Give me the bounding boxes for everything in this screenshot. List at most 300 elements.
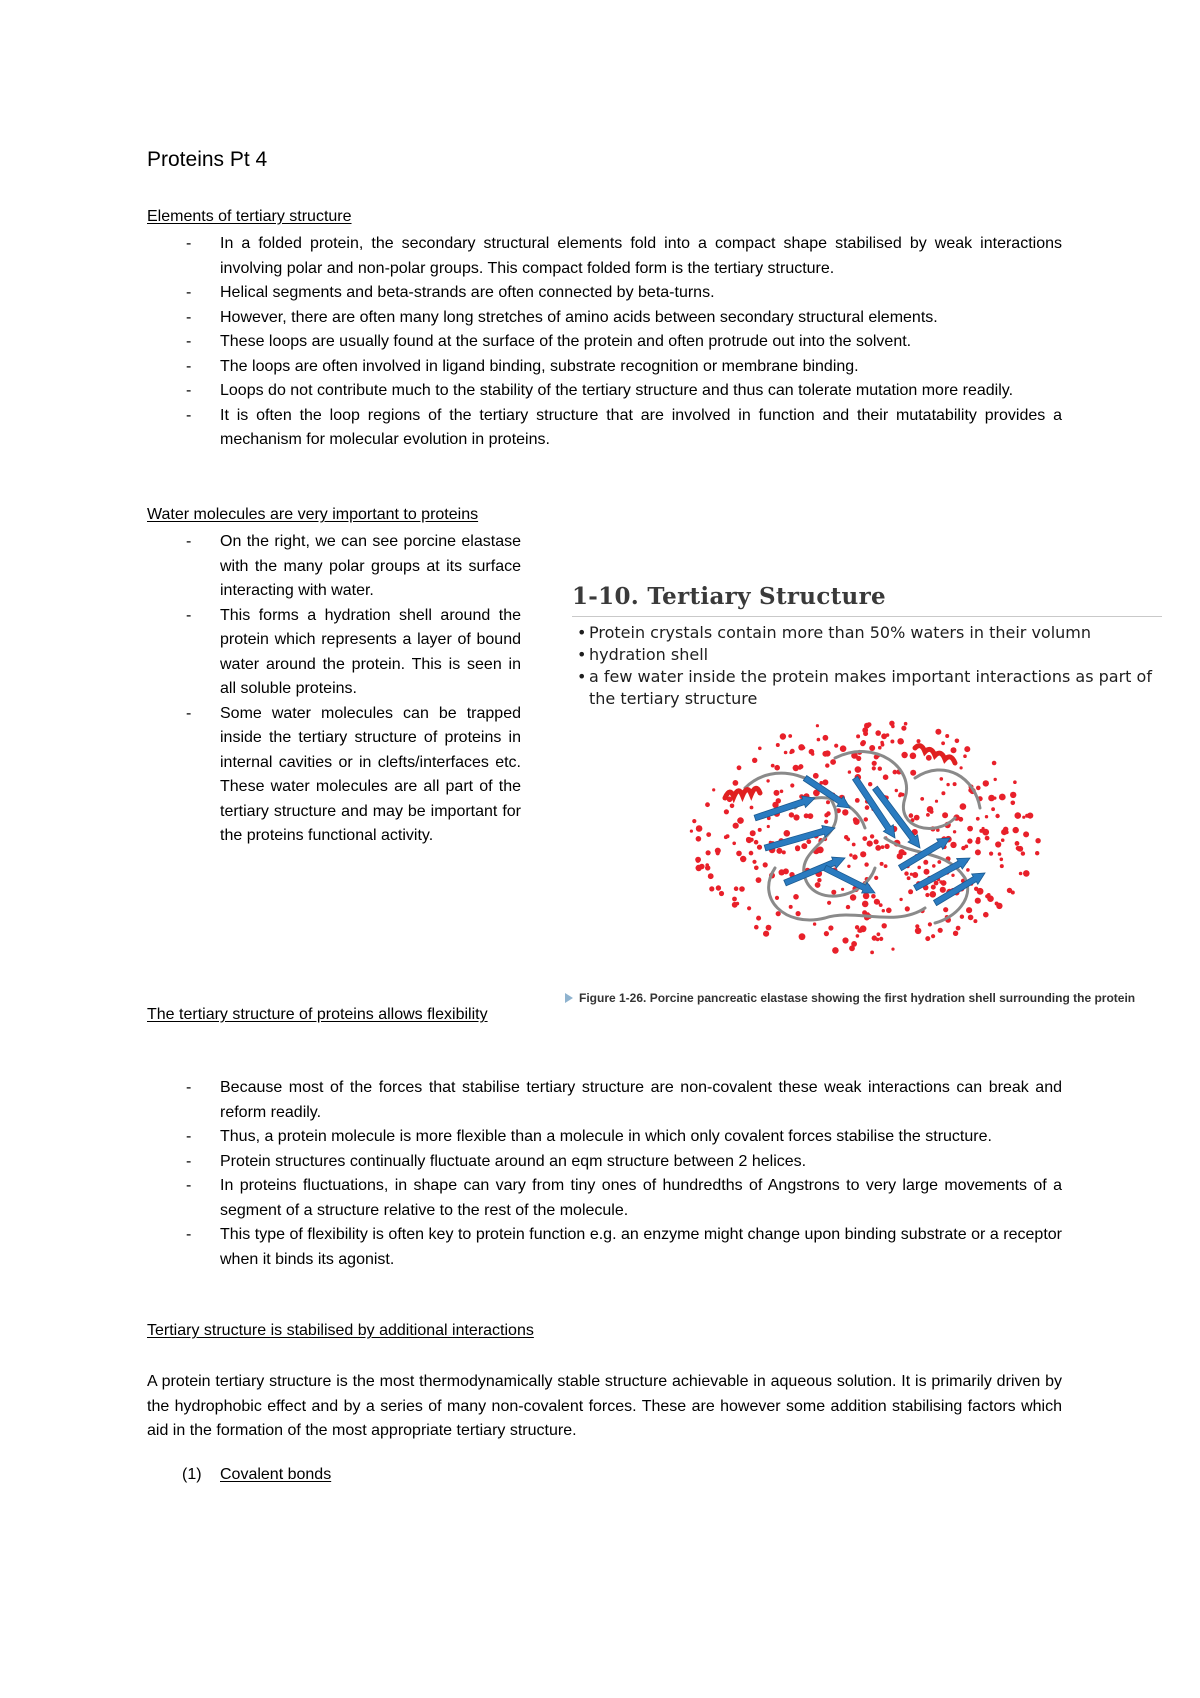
water-dot — [871, 894, 876, 899]
water-dot — [864, 862, 868, 866]
water-dot — [925, 893, 929, 897]
water-dot — [883, 774, 889, 780]
water-dot — [824, 931, 829, 936]
water-dot — [976, 817, 980, 821]
water-dot — [855, 766, 862, 773]
list-item: - Loops do not contribute much to the stability of the tertiary structure and thus can tolerate mutation more readily. — [147, 379, 1062, 404]
water-dot — [928, 922, 932, 926]
water-dot — [905, 906, 910, 911]
water-dot — [976, 837, 980, 841]
water-dot — [968, 915, 974, 921]
water-dot — [708, 873, 714, 879]
water-dot — [977, 888, 984, 895]
water-dot — [774, 765, 780, 771]
water-dot — [982, 827, 985, 830]
water-dot — [847, 865, 850, 868]
water-dot — [853, 817, 858, 822]
water-dot — [937, 860, 941, 864]
water-dot — [696, 859, 700, 863]
heading-flexibility: The tertiary structure of proteins allows flexibility — [147, 1006, 488, 1023]
water-dot — [733, 780, 739, 786]
water-dot — [796, 911, 801, 916]
water-dot — [822, 751, 828, 757]
water-dot — [754, 840, 759, 845]
water-dot — [956, 926, 961, 931]
water-dot — [917, 866, 921, 870]
water-dot — [716, 885, 721, 890]
water-dot — [1011, 891, 1015, 895]
water-dot — [1019, 872, 1023, 876]
water-dot — [967, 826, 973, 832]
alpha-helices — [725, 746, 955, 798]
list-flexibility — [147, 1076, 1062, 1272]
water-dot — [992, 761, 997, 766]
list-item: - Helical segments and beta-strands are often connected by beta-turns. — [147, 281, 1062, 306]
water-dot — [756, 916, 761, 921]
alpha-helix — [725, 788, 760, 798]
water-dot — [706, 850, 711, 855]
water-dot — [842, 937, 848, 943]
water-dot — [864, 723, 870, 729]
water-dot — [806, 839, 811, 844]
water-dot — [734, 886, 739, 891]
water-dot — [846, 837, 850, 841]
water-dot — [817, 738, 821, 742]
water-dot — [886, 733, 890, 737]
water-dot — [850, 894, 856, 900]
list-item: - Protein structures continually fluctuate around an eqm structure between 2 helices. — [147, 1150, 1062, 1175]
water-dot — [884, 864, 888, 868]
alpha-helix — [915, 746, 955, 763]
water-dot — [935, 729, 941, 735]
caption-arrow-icon — [565, 993, 573, 1003]
water-dot — [864, 817, 868, 821]
heading-elements-of-tertiary-structure: Elements of tertiary structure — [147, 208, 352, 225]
water-dot — [730, 804, 735, 809]
water-dot — [960, 915, 964, 919]
item-label: Covalent bonds — [220, 1466, 332, 1483]
water-dot — [813, 922, 816, 925]
water-dot — [1013, 827, 1019, 833]
water-dot — [991, 807, 995, 811]
water-dot — [893, 770, 898, 775]
water-dot — [784, 830, 791, 837]
water-dot — [942, 812, 948, 818]
water-dot — [771, 764, 775, 768]
water-dot — [715, 848, 721, 854]
water-dot — [724, 809, 729, 814]
water-dot — [733, 823, 739, 829]
water-dot — [763, 862, 768, 867]
list-item: - In proteins fluctuations, in shape can vary from tiny ones of hundredths of Angstrons to very large movements of a segment of a structure relative to the rest of the molecule. — [147, 1174, 1062, 1223]
water-dot — [732, 842, 736, 846]
water-dot — [766, 779, 769, 782]
water-dot — [966, 907, 972, 913]
water-dot — [910, 770, 916, 776]
water-dot — [996, 903, 1002, 909]
water-dot — [747, 906, 751, 910]
water-dot — [907, 876, 911, 880]
water-dot — [882, 909, 885, 912]
water-dot — [809, 749, 815, 755]
water-dot — [788, 734, 792, 738]
water-dot — [915, 928, 922, 935]
water-dot — [855, 925, 859, 929]
water-dot — [826, 800, 830, 804]
list-item: - Thus, a protein molecule is more flexible than a molecule in which only covalent forces stabilise the structure. — [147, 1125, 1062, 1150]
water-dot — [1011, 801, 1016, 806]
water-dot — [960, 766, 963, 769]
water-dot — [798, 764, 803, 769]
water-dot — [860, 925, 867, 932]
water-dot — [995, 814, 999, 818]
list-item: - Some water molecules can be trapped inside the tertiary structure of proteins in internal cavities or in clefts/interfaces etc. These water molecules are all part of the tertiary structure and may be important for the proteins functional activity. — [147, 702, 521, 849]
water-dot — [1015, 812, 1022, 819]
water-dot — [941, 741, 945, 745]
water-dot — [914, 815, 920, 821]
water-dot — [899, 898, 902, 901]
water-dot — [985, 836, 990, 841]
water-dot — [874, 876, 878, 880]
water-dot — [886, 908, 892, 914]
water-dot — [793, 765, 799, 771]
list-item: - However, there are often many long stretches of amino acids between secondary structural elements. — [147, 306, 1062, 331]
list-item: - Because most of the forces that stabilise tertiary structure are non-covalent these weak interactions can break and reform readily. — [147, 1076, 1062, 1125]
water-dot — [998, 852, 1002, 856]
water-dot — [935, 800, 938, 803]
water-dot — [897, 738, 903, 744]
figure-caption-text: Figure 1-26. Porcine pancreatic elastase showing the first hydration shell surrounding the protein — [579, 991, 1136, 1005]
page-title: Proteins Pt 4 — [147, 148, 268, 171]
water-dot — [926, 813, 930, 817]
water-dot — [860, 851, 866, 857]
water-dot — [830, 759, 836, 765]
water-dot — [950, 842, 956, 848]
water-dot — [882, 923, 887, 928]
water-dot — [938, 928, 943, 933]
water-dot — [870, 834, 874, 838]
water-dot — [732, 902, 738, 908]
list-elements-of-tertiary-structure — [147, 232, 1062, 453]
water-dot — [841, 888, 844, 891]
water-dot — [848, 770, 851, 773]
water-dot — [880, 862, 884, 866]
water-dot — [1035, 838, 1040, 843]
water-dot — [1023, 870, 1030, 877]
water-dot — [912, 872, 918, 878]
water-dot — [1023, 831, 1029, 837]
water-dot — [878, 767, 882, 771]
water-dot — [789, 812, 794, 817]
list-item: - On the right, we can see porcine elastase with the many polar groups at its surface interacting with water. — [147, 530, 521, 604]
water-dot — [834, 744, 838, 748]
water-dot — [862, 901, 869, 908]
figure-bullet: • hydration shell — [577, 644, 1154, 666]
water-dot — [737, 765, 742, 770]
water-dot — [941, 880, 947, 886]
water-dot — [825, 763, 829, 767]
water-dot — [817, 847, 824, 854]
water-dot — [1022, 816, 1025, 819]
water-dot — [795, 845, 800, 850]
water-dot — [696, 825, 703, 832]
water-dot — [1017, 846, 1023, 852]
water-dot — [904, 871, 908, 875]
water-dot — [908, 889, 913, 894]
water-dot — [943, 907, 948, 912]
water-molecules — [690, 721, 1041, 955]
water-dot — [1000, 858, 1004, 862]
water-dot — [953, 782, 957, 786]
water-dot — [842, 809, 848, 815]
water-dot — [1000, 864, 1004, 868]
water-dot — [758, 828, 762, 832]
water-dot — [793, 814, 799, 820]
water-dot — [782, 850, 786, 854]
water-dot — [963, 754, 967, 758]
water-dot — [872, 761, 877, 766]
figure-bullets — [577, 622, 1154, 710]
water-dot — [940, 887, 946, 893]
water-dot — [924, 869, 930, 875]
water-dot — [827, 901, 831, 905]
water-dot — [895, 789, 898, 792]
water-dot — [801, 843, 807, 849]
water-dot — [995, 841, 1001, 847]
water-dot — [840, 745, 847, 752]
water-dot — [804, 813, 809, 818]
water-dot — [750, 806, 754, 810]
water-dot — [784, 751, 788, 755]
water-dot — [941, 791, 945, 795]
water-dot — [752, 758, 757, 763]
water-dot — [967, 838, 972, 843]
water-dot — [931, 934, 935, 938]
item-number: (1) — [182, 1466, 202, 1483]
water-dot — [910, 753, 917, 760]
water-dot — [719, 891, 724, 896]
list-item: - The loops are often involved in ligand binding, substrate recognition or membrane binding. — [147, 355, 1062, 380]
water-dot — [976, 786, 981, 791]
water-dot — [879, 937, 883, 941]
water-dot — [852, 843, 856, 847]
water-dot — [1021, 851, 1025, 855]
water-dot — [1003, 827, 1008, 832]
water-dot — [915, 924, 919, 928]
water-dot — [878, 746, 882, 750]
water-dot — [822, 779, 828, 785]
water-dot — [752, 860, 756, 864]
water-dot — [868, 782, 872, 786]
water-dot — [875, 845, 881, 851]
water-dot — [874, 839, 879, 844]
water-dot — [993, 797, 996, 800]
water-dot — [930, 891, 937, 898]
heading-additional-interactions: Tertiary structure is stabilised by additional interactions — [147, 1322, 534, 1339]
water-dot — [899, 849, 905, 855]
water-dot — [1025, 814, 1029, 818]
water-dot — [872, 766, 876, 770]
water-dot — [1035, 851, 1039, 855]
list-item: - This type of flexibility is often key to protein function e.g. an enzyme might change upon binding substrate or a receptor when it binds its agonist. — [147, 1223, 1062, 1272]
water-dot — [763, 931, 769, 937]
water-dot — [881, 845, 885, 849]
water-dot — [779, 869, 785, 875]
water-dot — [846, 905, 850, 909]
paragraph-tertiary-stability: A protein tertiary structure is the most thermodynamically stable structure achievable in aqueous solution. It is primarily driven by the hydrophobic effect and by a series of many non-covalent forces. These are however some addition stabilising factors which aid in the formation of the most appropriate tertiary structure. — [147, 1373, 1062, 1439]
water-dot — [813, 773, 819, 779]
water-dot — [766, 925, 772, 931]
water-dot — [983, 780, 989, 786]
water-dot — [863, 893, 870, 900]
water-dot — [832, 947, 839, 954]
figure-title-rule — [572, 616, 1162, 617]
water-dot — [994, 778, 997, 781]
water-dot — [953, 931, 958, 936]
water-dot — [736, 851, 742, 857]
water-dot — [877, 932, 881, 936]
water-dot — [861, 740, 866, 745]
water-dot — [975, 898, 981, 904]
water-dot — [926, 755, 932, 761]
water-dot — [823, 735, 829, 741]
figure-bullet: • Protein crystals contain more than 50% waters in their volumn — [577, 622, 1154, 644]
water-dot — [692, 819, 696, 823]
list-item: - These loops are usually found at the surface of the protein and often protrude out into the solvent. — [147, 330, 1062, 355]
water-dot — [690, 830, 693, 833]
water-dot — [891, 725, 895, 729]
water-dot — [793, 894, 799, 900]
water-dot — [1013, 780, 1017, 784]
water-dot — [849, 853, 852, 856]
water-dot — [815, 882, 821, 888]
water-dot — [775, 896, 779, 900]
water-dot — [946, 783, 949, 786]
water-dot — [699, 864, 705, 870]
water-dot — [1001, 838, 1005, 842]
water-dot — [855, 798, 860, 803]
water-dot — [964, 845, 968, 849]
water-dot — [955, 739, 960, 744]
figure-caption — [565, 991, 1135, 1005]
water-dot — [891, 948, 894, 951]
water-dot — [925, 936, 930, 941]
water-dot — [901, 726, 906, 731]
water-dot — [706, 832, 711, 837]
water-dot — [983, 912, 989, 918]
water-dot — [951, 874, 954, 877]
water-dot — [989, 852, 993, 856]
water-dot — [754, 866, 759, 871]
water-dot — [865, 805, 870, 810]
water-dot — [879, 903, 883, 907]
water-dot — [973, 919, 977, 923]
water-dot — [901, 793, 905, 797]
water-dot — [1015, 841, 1020, 846]
water-dot — [966, 868, 970, 872]
water-dot — [1010, 792, 1016, 798]
figure-tertiary-structure — [565, 578, 1165, 1018]
water-dot — [987, 895, 994, 902]
water-dot — [862, 836, 867, 841]
water-dot — [758, 747, 762, 751]
water-dot — [824, 820, 828, 824]
water-dot — [750, 830, 756, 836]
water-dot — [789, 905, 793, 909]
water-dot — [923, 860, 928, 865]
water-dot — [726, 834, 730, 838]
water-dot — [931, 885, 936, 890]
water-dot — [798, 744, 804, 750]
water-dot — [964, 746, 970, 752]
water-dot — [951, 747, 957, 753]
water-dot — [816, 724, 819, 727]
numbered-item-covalent-bonds — [182, 1466, 331, 1484]
water-dot — [739, 886, 745, 892]
water-dot — [737, 817, 744, 824]
water-dot — [799, 933, 806, 940]
water-dot — [776, 743, 780, 747]
water-dot — [780, 790, 784, 794]
figure-title: 1-10. Tertiary Structure — [572, 583, 886, 610]
water-dot — [732, 897, 737, 902]
list-item: - This forms a hydration shell around the protein which represents a layer of bound water around the protein. This is seen in all soluble proteins. — [147, 604, 521, 702]
water-dot — [901, 752, 907, 758]
elastase-hydration-shell-image — [685, 718, 1045, 958]
water-dot — [790, 783, 794, 787]
water-dot — [890, 740, 894, 744]
heading-water-molecules: Water molecules are very important to proteins — [147, 506, 479, 523]
water-dot — [774, 790, 780, 796]
water-dot — [869, 745, 875, 751]
water-dot — [780, 733, 786, 739]
water-dot — [870, 951, 874, 955]
water-dot — [746, 837, 751, 842]
water-dot — [817, 878, 821, 882]
water-dot — [790, 749, 795, 754]
water-dot — [880, 741, 884, 745]
water-dot — [909, 813, 914, 818]
water-dot — [757, 845, 762, 850]
water-dot — [828, 925, 833, 930]
list-item: - In a folded protein, the secondary structural elements fold into a compact shape stabilised by weak interactions involving polar and non-polar groups. This compact folded form is the tertiary structure. — [147, 232, 1062, 281]
water-dot — [934, 881, 939, 886]
water-dot — [749, 851, 754, 856]
water-dot — [696, 836, 702, 842]
water-dot — [767, 825, 770, 828]
water-dot — [875, 730, 881, 736]
water-dot — [985, 815, 988, 818]
water-dot — [852, 854, 857, 859]
water-dot — [756, 877, 762, 883]
water-dot — [917, 739, 921, 743]
water-dot — [754, 925, 759, 930]
water-dot — [709, 886, 714, 891]
water-dot — [932, 864, 936, 868]
water-dot — [776, 848, 782, 854]
water-dot — [824, 813, 828, 817]
water-dot — [740, 856, 746, 862]
water-dot — [975, 849, 981, 855]
water-dot — [953, 830, 956, 833]
list-water-molecules — [147, 530, 521, 849]
water-dot — [945, 734, 949, 738]
water-dot — [920, 797, 924, 801]
water-dot — [960, 803, 967, 810]
list-item: - It is often the loop regions of the tertiary structure that are involved in function and their mutatability provides a mechanism for molecular evolution in proteins. — [147, 404, 1062, 453]
water-dot — [856, 934, 860, 938]
water-dot — [885, 844, 890, 849]
